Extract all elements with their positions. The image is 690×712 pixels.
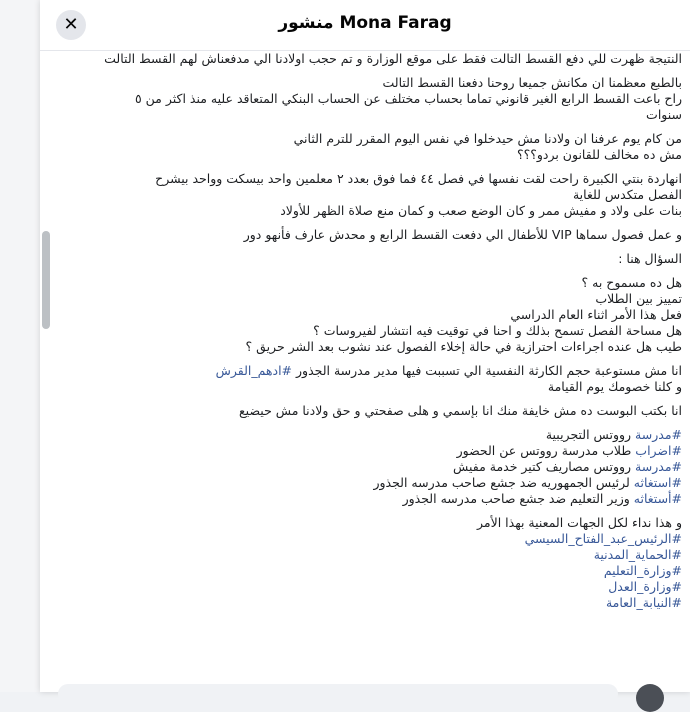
post-line: مش ده مخالف للقانون بردو؟؟؟: [516, 147, 682, 162]
post-line: النتيجة ظهرت للي دفع القسط التالت فقط على موقع الوزارة و تم حجب اولادنا الي مدفعناش لهم القسط التالت: [104, 51, 682, 66]
dialog-header: [40, 0, 690, 51]
comment-input[interactable]: [58, 684, 618, 704]
post-paragraph: [100, 51, 682, 67]
post-line: و عمل فصول سماها VIP للأطفال الي دفعت القسط الرابع و محدش عارف فأنهو دور: [243, 227, 682, 242]
post-paragraph: [100, 275, 682, 355]
post-line: سنوات: [646, 107, 682, 122]
hashtag-link[interactable]: #وزارة_العدل: [608, 579, 682, 594]
hashtag-link[interactable]: #مدرسة: [635, 459, 682, 474]
hashtag-line-text: رووتس التجريبية: [545, 427, 636, 442]
aftermath-text: انا مش مستوعبة حجم الكارثة النفسية الي تسببت فيها مدير مدرسة الجذور: [292, 363, 682, 378]
dialog-title: منشور Mona Farag: [278, 13, 452, 33]
post-line: تمييز بين الطلاب: [595, 291, 682, 306]
hashtag-line-text: وزير التعليم ضد جشع صاحب مدرسه الجذور: [402, 491, 634, 506]
hashtag-line: [100, 427, 682, 443]
post-line: بنات على ولاد و مفيش ممر و كان الوضع صعب و كمان منع صلاة الظهر للأولاد: [280, 203, 682, 218]
post-scroll-area[interactable]: [40, 51, 690, 692]
post-paragraph: [100, 227, 682, 243]
post-line: هل مساحة الفصل تسمح بذلك و احنا في توقيت فيه انتشار لفيروسات ؟: [313, 323, 682, 338]
writing-paragraph: [100, 403, 682, 419]
post-line: بالطبع معظمنا ان مكانش جميعا روحنا دفعنا القسط التالت: [382, 75, 682, 90]
hashtag-line-text: لرئيس الجمهوريه ضد جشع صاحب مدرسه الجذور: [373, 475, 634, 490]
appeal-paragraph: [100, 515, 682, 611]
post-line: من كام يوم عرفنا ان ولادنا مش حيدخلوا في نفس اليوم المقرر للترم الثاني: [293, 131, 682, 146]
post-line: هل ده مسموح به ؟: [581, 275, 682, 290]
hashtag-line-text: طلاب مدرسة رووتس عن الحضور: [456, 443, 636, 458]
aftermath-line-2: و كلنا خصومك يوم القيامة: [547, 379, 682, 394]
hashtag-link[interactable]: #وزارة_التعليم: [603, 563, 682, 578]
hashtag-line-text: رووتس مصاريف كتير خدمة مفيش: [453, 459, 636, 474]
hashtag-link[interactable]: #ادهم_القرش: [215, 363, 293, 378]
scrollbar-thumb[interactable]: [42, 231, 50, 329]
hashtag-link[interactable]: #استغاثه: [633, 475, 682, 490]
hashtag-link[interactable]: #النيابة_العامة: [605, 595, 682, 610]
avatar: [636, 684, 664, 712]
hashtag-link[interactable]: #أستغاثه: [633, 491, 682, 506]
post-paragraph: [100, 251, 682, 267]
post-paragraph: [100, 75, 682, 123]
hashtag-line: [100, 443, 682, 459]
writing-line: انا بكتب البوست ده مش خايفة منك انا بإسمي و هلى صفحتي و حق ولادنا مش حيضيع: [239, 403, 682, 418]
post-line: السؤال هنا :: [618, 251, 682, 266]
aftermath-line: [100, 363, 682, 379]
post-paragraphs: [100, 51, 682, 355]
page-background: [0, 0, 40, 692]
post-text: [100, 51, 682, 619]
hashtag-link[interactable]: #اضراب: [635, 443, 682, 458]
post-paragraph: [100, 171, 682, 219]
hashtag-line: [100, 475, 682, 491]
post-dialog: [40, 0, 690, 692]
close-icon: ✕: [63, 14, 79, 35]
hashtag-lines: [100, 427, 682, 507]
hashtag-link[interactable]: #الحماية_المدنية: [593, 547, 682, 562]
post-line: طيب هل عنده اجراءات احترازية في حالة إخلاء الفصول عند نشوب بعد الشر حريق ؟: [245, 339, 682, 354]
appeal-line: و هذا نداء لكل الجهات المعنية بهذا الأمر: [477, 515, 682, 530]
post-line: فعل هذا الأمر اثناء العام الدراسي: [510, 307, 682, 322]
post-line: انهاردة بنتي الكبيرة راحت لقت نفسها في فصل ٤٤ فما فوق بعدد ٢ معلمين واحد بيسكت وواحد بيشرح: [155, 171, 682, 186]
post-line: الفصل متكدس للغاية: [572, 187, 682, 202]
post-paragraph: [100, 131, 682, 163]
hashtag-link[interactable]: #الرئيس_عبد_الفتاح_السيسي: [524, 531, 682, 546]
post-line: راح باعت القسط الرابع الغير قانوني تماما بحساب مختلف عن الحساب البنكي المتعاقد عليه منذ اكثر من ٥: [134, 91, 682, 106]
aftermath-paragraph: [100, 363, 682, 395]
hashtag-line: [100, 459, 682, 475]
hashtag-line: [100, 491, 682, 507]
hashtag-link[interactable]: #مدرسة: [635, 427, 682, 442]
